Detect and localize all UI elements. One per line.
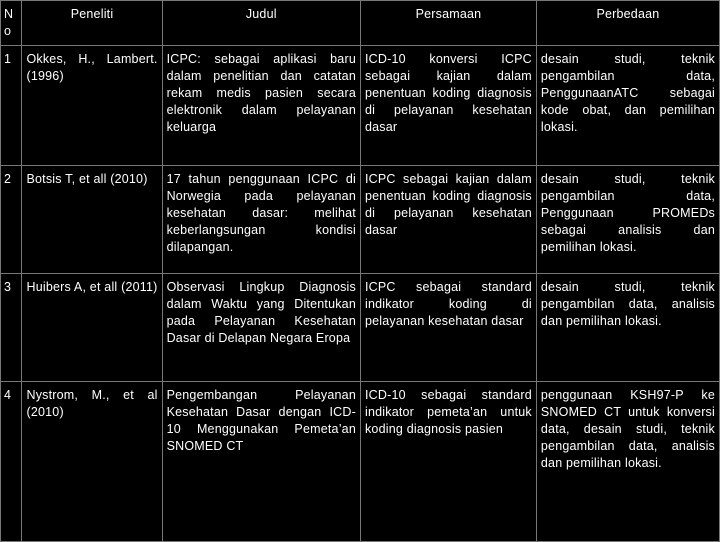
table-row (1, 166, 720, 274)
cell-judul: Observasi Lingkup Diagnosis dalam Waktu yang Ditentukan pada Pelayanan Kesehatan Dasar di Delapan Negara Eropa (162, 274, 360, 382)
cell-no: 1 (1, 46, 22, 166)
cell-perbedaan: desain studi, teknik pengambilan data, Penggunaan PROMEDs sebagai analisis dan pemilihan lokasi. (536, 166, 719, 274)
table-row (1, 274, 720, 382)
header-judul: Judul (162, 1, 360, 46)
cell-peneliti: Huibers A, et all (2011) (22, 274, 162, 382)
header-peneliti: Peneliti (22, 1, 162, 46)
cell-persamaan: ICPC sebagai kajian dalam penentuan koding diagnosis di pelayanan kesehatan dasar (360, 166, 536, 274)
cell-peneliti: Okkes, H., Lambert. (1996) (22, 46, 162, 166)
cell-judul: ICPC: sebagai aplikasi baru dalam penelitian dan catatan rekam medis pasien secara elektronik dalam pelayanan keluarga (162, 46, 360, 166)
cell-persamaan: ICPC sebagai standard indikator koding di pelayanan kesehatan dasar (360, 274, 536, 382)
cell-persamaan: ICD-10 sebagai standard indikator pemeta’an untuk koding diagnosis pasien (360, 382, 536, 542)
cell-no: 3 (1, 274, 22, 382)
cell-perbedaan: penggunaan KSH97-P ke SNOMED CT untuk konversi data, desain studi, teknik pengambilan data, analisis dan pemilihan lokasi. (536, 382, 719, 542)
header-perbedaan: Perbedaan (536, 1, 719, 46)
cell-persamaan: ICD-10 konversi ICPC sebagai kajian dalam penentuan koding diagnosis di pelayanan kesehatan dasar (360, 46, 536, 166)
header-persamaan: Persamaan (360, 1, 536, 46)
cell-no: 4 (1, 382, 22, 542)
table-row (1, 46, 720, 166)
cell-no: 2 (1, 166, 22, 274)
table-header-row (1, 1, 720, 46)
cell-peneliti: Nystrom, M., et al (2010) (22, 382, 162, 542)
header-no: N o (1, 1, 22, 46)
cell-perbedaan: desain studi, teknik pengambilan data, PenggunaanATC sebagai kode obat, dan pemilihan lokasi. (536, 46, 719, 166)
cell-judul: 17 tahun penggunaan ICPC di Norwegia pada pelayanan kesehatan dasar: melihat keberlangsungan kondisi dilapangan. (162, 166, 360, 274)
table-row (1, 382, 720, 542)
cell-perbedaan: desain studi, teknik pengambilan data, analisis dan pemilihan lokasi. (536, 274, 719, 382)
cell-judul: Pengembangan Pelayanan Kesehatan Dasar dengan ICD-10 Menggunakan Pemeta’an SNOMED CT (162, 382, 360, 542)
cell-peneliti: Botsis T, et all (2010) (22, 166, 162, 274)
